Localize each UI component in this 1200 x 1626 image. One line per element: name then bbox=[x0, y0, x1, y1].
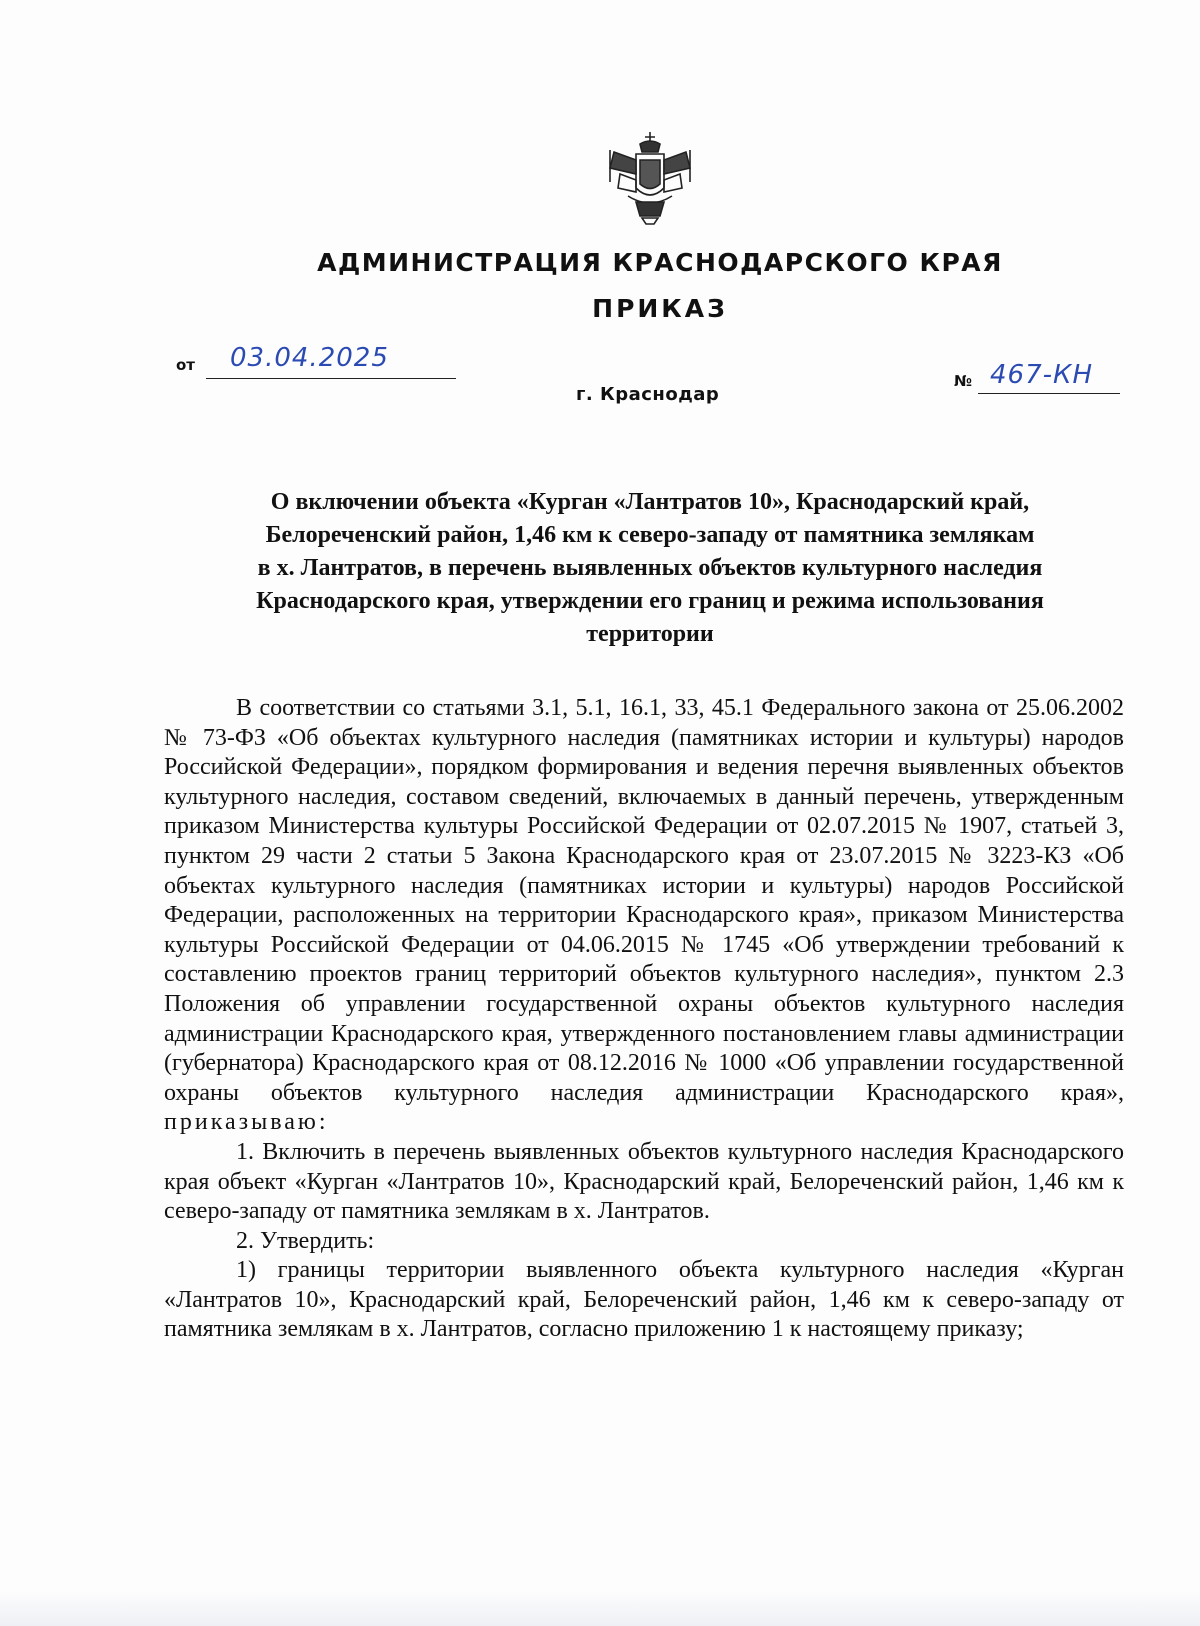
number-underline bbox=[978, 393, 1120, 394]
title-line: Белореченский район, 1,46 км к северо-западу от памятника землякам bbox=[265, 522, 1035, 548]
order-body bbox=[164, 694, 1124, 1345]
title-line: Краснодарского края, утверждении его границ и режима использования bbox=[256, 588, 1044, 614]
scan-edge-shade bbox=[0, 1590, 1200, 1626]
title-line: в х. Лантратов, в перечень выявленных объектов культурного наследия bbox=[257, 555, 1043, 581]
title-line: территории bbox=[586, 621, 714, 647]
order-title bbox=[170, 486, 1130, 651]
coat-of-arms-icon bbox=[606, 130, 694, 226]
preamble-paragraph bbox=[164, 694, 1124, 1138]
number-label: № bbox=[954, 372, 973, 390]
order-word: приказываю: bbox=[164, 1109, 329, 1136]
item-2-1-paragraph: 1) границы территории выявленного объекта культурного наследия «Курган «Лантратов 10», Краснодарский край, Белореченский район, 1,46 км к северо-западу от памятника землякам в х. Лантратов, согласно приложению 1 к настоящему приказу; bbox=[164, 1257, 1124, 1343]
item-2-paragraph: 2. Утвердить: bbox=[236, 1227, 375, 1254]
city-name: г. Краснодар bbox=[576, 384, 720, 405]
handwritten-number: 467-КН bbox=[990, 360, 1094, 390]
title-line: О включении объекта «Курган «Лантратов 10», Краснодарский край, bbox=[270, 489, 1030, 515]
document-type: ПРИКАЗ bbox=[592, 294, 728, 323]
date-label: от bbox=[176, 356, 195, 374]
date-underline bbox=[206, 378, 456, 379]
handwritten-date: 03.04.2025 bbox=[230, 343, 389, 373]
preamble-text: В соответствии со статьями 3.1, 5.1, 16.1, 33, 45.1 Федерального закона от 25.06.2002 № 73-ФЗ «Об объектах культурного наследия (памятниках истории и культуры) народов Российской Федерации», порядком формирования и ведения перечня выявленных объектов культурного наследия, составом сведений, включаемых в данный перечень, утвержденным приказом Министерства культуры Российской Федерации от 02.07.2015 № 1907, статьей 3, пунктом 29 части 2 статьи 5 Закона Краснодарского края от 23.07.2015 № 3223-КЗ «Об объектах культурного наследия (памятниках истории и культуры) народов Российской Федерации, расположенных на территории Краснодарского края», приказом Министерства культуры Российской Федерации от 04.06.2015 № 1745 «Об утверждении требований к составлению проектов границ территорий объектов культурного наследия», пунктом 2.3 Положения об управлении государственной охраны объектов культурного наследия администрации Краснодарского края, утвержденного постановлением главы администрации (губернатора) Краснодарского края от 08.12.2016 № 1000 «Об управлении государственной охраны объектов культурного наследия администрации Краснодарского края», bbox=[164, 695, 1124, 1106]
item-1-paragraph: 1. Включить в перечень выявленных объектов культурного наследия Краснодарского края объект «Курган «Лантратов 10», Краснодарский край, Белореченский район, 1,46 км к северо-западу от памятника землякам в х. Лантратов. bbox=[164, 1138, 1124, 1225]
organization-name: АДМИНИСТРАЦИЯ КРАСНОДАРСКОГО КРАЯ bbox=[317, 248, 1003, 277]
